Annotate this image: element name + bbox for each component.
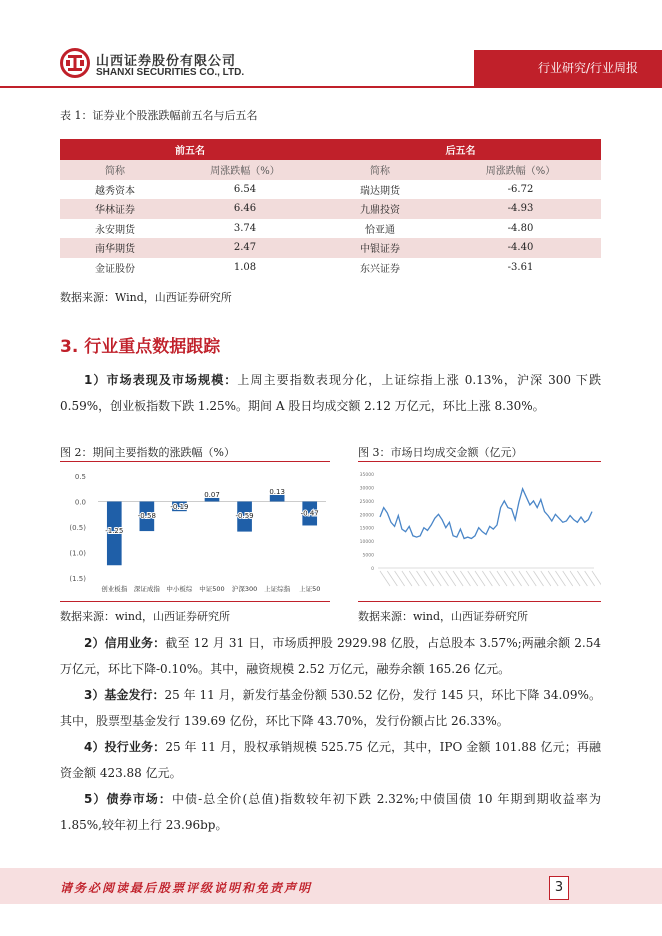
paragraph-label: 5）债券市场： (84, 792, 172, 806)
bottom-name: 东兴证券 (320, 258, 440, 278)
top-change: 2.47 (170, 238, 320, 258)
col-change-bottom: 周涨跌幅（%） (440, 160, 601, 180)
paragraph-bond (60, 786, 601, 838)
paragraph-ib (60, 734, 601, 786)
y-tick-label: 35000 (359, 473, 374, 478)
x-tick-label: 沪深300 (231, 585, 258, 593)
bar-data-label: 0.13 (269, 487, 285, 496)
index-change-bar-chart (60, 464, 330, 600)
bottom-name: 九鼎投资 (320, 199, 440, 219)
y-tick-label: 10000 (359, 540, 374, 546)
bar-data-label: -1.25 (105, 527, 124, 536)
y-tick-label: 0.5 (74, 473, 86, 481)
ranking-table (60, 139, 601, 277)
top-change: 1.08 (170, 258, 320, 278)
table-title: 表 1：证券业个股涨跌幅前五名与后五名 (60, 109, 258, 122)
report-type-tag: 行业研究/行业周报 (474, 50, 662, 86)
bar-data-label: -0.58 (137, 511, 156, 520)
top-change: 6.54 (170, 180, 320, 200)
bar-data-label: 0.07 (204, 490, 220, 499)
table-row (60, 219, 601, 239)
bottom-change: -6.72 (440, 180, 601, 200)
group-bottom-five: 后五名 (320, 139, 601, 160)
company-name-en: SHANXI SECURITIES CO., LTD. (96, 67, 245, 78)
x-tick-label: 深证成指 (133, 585, 160, 593)
col-name-top: 简称 (60, 160, 170, 180)
y-tick-label: 15000 (359, 526, 374, 532)
top-change: 3.74 (170, 219, 320, 239)
y-tick-label: 30000 (359, 486, 374, 492)
page-number: 3 (549, 876, 569, 900)
paragraph-text: 25 年 11 月，股权承销规模 525.75 亿元，其中，IPO 金额 101.88 亿元；再融资金额 423.88 亿元。 (60, 740, 602, 780)
figure3-source: 数据来源：wind，山西证券研究所 (358, 610, 529, 623)
figure3-bottom-rule (358, 601, 601, 602)
x-tick-label: 上证50 (299, 585, 321, 593)
paragraph-text: 上周主要指数表现分化，上证综指上涨 0.13%，沪深 300 下跌 0.59%，创业板指数下跌 1.25%。期间 A 股日均成交额 2.12 万亿元，环比上涨 8.30%。 (60, 373, 601, 413)
bottom-name: 恰亚通 (320, 219, 440, 239)
y-tick-label: (0.5) (69, 524, 86, 532)
x-tick-label: 创业板指 (101, 585, 128, 593)
bottom-change: -4.40 (440, 238, 601, 258)
y-tick-label: (1.5) (69, 575, 86, 583)
group-top-five: 前五名 (60, 139, 320, 160)
bottom-name: 中银证券 (320, 238, 440, 258)
figure3-top-rule (358, 461, 601, 462)
paragraph-fund (60, 682, 601, 734)
footer-disclaimer: 请务必阅读最后股票评级说明和免责声明 (60, 881, 313, 895)
table-row (60, 199, 601, 219)
table-row (60, 180, 601, 200)
figure2-title: 图 2：期间主要指数的涨跌幅（%） (60, 446, 235, 459)
bar-data-label: -0.19 (170, 502, 189, 511)
figure3-title: 图 3：市场日均成交金额（亿元） (358, 446, 523, 459)
table-source: 数据来源：Wind，山西证券研究所 (60, 291, 232, 304)
top-name: 越秀资本 (60, 180, 170, 200)
y-tick-label: 5000 (362, 553, 374, 559)
bottom-change: -4.93 (440, 199, 601, 219)
y-tick-label: (1.0) (69, 549, 86, 558)
paragraph-label: 1）市场表现及市场规模： (84, 373, 238, 387)
y-tick-label: 25000 (359, 499, 374, 505)
y-tick-label: 20000 (359, 513, 374, 519)
col-name-bottom: 简称 (320, 160, 440, 180)
top-name: 华林证券 (60, 199, 170, 219)
paragraph-text: 截至 12 月 31 日，市场质押股 2929.98 亿股，占总股本 3.57%;两融余额 2.54 万亿元，环比下降-0.10%。其中，融资规模 2.52 万亿元，融券余额 165.26 亿元。 (60, 636, 601, 676)
table-group-header (60, 139, 601, 160)
turnover-line-chart (358, 464, 601, 600)
y-tick-label: 0.0 (74, 498, 86, 507)
table-row (60, 238, 601, 258)
y-tick-label: 0 (371, 567, 374, 572)
figure2-source: 数据来源：wind，山西证券研究所 (60, 610, 231, 623)
x-tick-label: 中证500 (199, 585, 225, 593)
x-tick-label: 上证综指 (264, 585, 291, 593)
section-title: 3. 行业重点数据跟踪 (60, 337, 221, 357)
header-divider (0, 86, 662, 88)
top-change: 6.46 (170, 199, 320, 219)
company-logo-icon (60, 48, 90, 78)
bottom-change: -4.80 (440, 219, 601, 239)
top-name: 永安期货 (60, 219, 170, 239)
col-change-top: 周涨跌幅（%） (170, 160, 320, 180)
bar-data-label: -0.47 (300, 509, 319, 518)
paragraph-market (60, 367, 601, 419)
top-name: 南华期货 (60, 238, 170, 258)
top-name: 金证股份 (60, 258, 170, 278)
paragraph-label: 2）信用业务： (84, 636, 166, 650)
paragraph-text: 25 年 11 月，新发行基金份额 530.52 亿份，发行 145 只，环比下降 34.09%。其中，股票型基金发行 139.69 亿份，环比下降 43.70%，发行份额占比 26.33%。 (60, 688, 601, 728)
table-row (60, 258, 601, 278)
paragraph-label: 4）投行业务： (84, 740, 166, 754)
x-tick-label: 中小板综 (166, 585, 193, 593)
paragraph-label: 3）基金发行： (84, 688, 165, 702)
company-name-cn: 山西证券股份有限公司 (96, 54, 237, 69)
paragraph-text: 中债-总全价(总值)指数较年初下跌 2.32%;中债国债 10 年期到期收益率为 1.85%,较年初上行 23.96bp。 (60, 792, 601, 832)
turnover-series-line (380, 489, 592, 539)
bottom-name: 瑞达期货 (320, 180, 440, 200)
bar-data-label: -0.59 (235, 512, 254, 521)
paragraph-credit (60, 630, 601, 682)
figure2-bottom-rule (60, 601, 330, 602)
table-column-header (60, 160, 601, 180)
bottom-change: -3.61 (440, 258, 601, 278)
figure2-top-rule (60, 461, 330, 462)
